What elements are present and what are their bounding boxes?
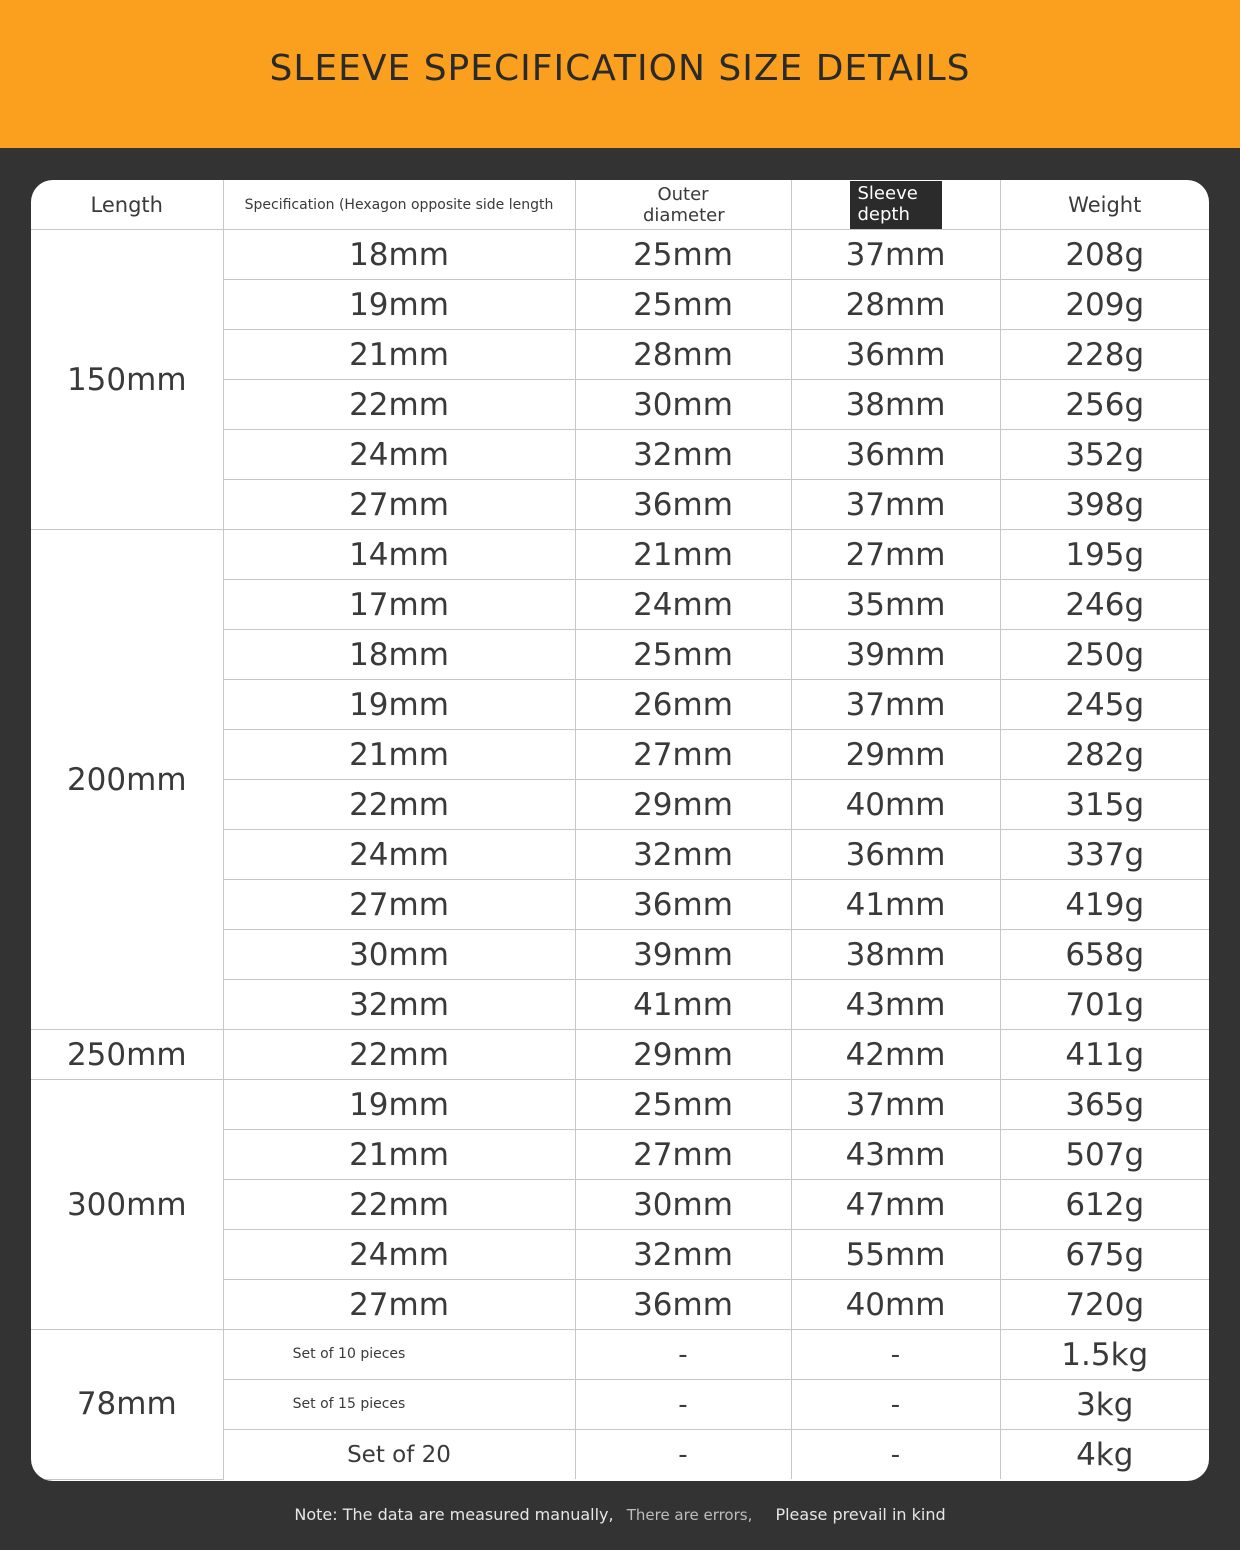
outer-diameter-cell: 27mm — [575, 1130, 791, 1180]
weight-cell: 256g — [1000, 380, 1209, 430]
outer-diameter-cell: 28mm — [575, 330, 791, 380]
sleeve-depth-cell: 43mm — [791, 1130, 1000, 1180]
outer-diameter-cell: - — [575, 1380, 791, 1430]
weight-cell: 352g — [1000, 430, 1209, 480]
header-outer-diameter — [575, 180, 791, 230]
sleeve-depth-cell: 37mm — [791, 680, 1000, 730]
specification-cell: 24mm — [223, 430, 575, 480]
sleeve-depth-cell: 38mm — [791, 930, 1000, 980]
sleeve-depth-cell: 36mm — [791, 430, 1000, 480]
outer-diameter-cell: 30mm — [575, 380, 791, 430]
weight-cell: 337g — [1000, 830, 1209, 880]
weight-cell: 701g — [1000, 980, 1209, 1030]
table-row — [31, 230, 1209, 280]
weight-cell: 245g — [1000, 680, 1209, 730]
table-row — [31, 530, 1209, 580]
header-row — [31, 180, 1209, 230]
specification-cell: 14mm — [223, 530, 575, 580]
sleeve-depth-cell: 35mm — [791, 580, 1000, 630]
header-sleeve-depth-label: Sleeve depth — [850, 181, 942, 229]
weight-cell: 246g — [1000, 580, 1209, 630]
sleeve-depth-cell: 37mm — [791, 1080, 1000, 1130]
length-cell: 250mm — [31, 1030, 223, 1080]
outer-diameter-cell: 32mm — [575, 1230, 791, 1280]
length-cell: 150mm — [31, 230, 223, 530]
specification-cell: Set of 15 pieces — [223, 1380, 575, 1430]
length-cell: 200mm — [31, 530, 223, 1030]
sleeve-depth-cell: 37mm — [791, 480, 1000, 530]
sleeve-depth-cell: 55mm — [791, 1230, 1000, 1280]
sleeve-depth-cell: 40mm — [791, 780, 1000, 830]
sleeve-depth-cell: 37mm — [791, 230, 1000, 280]
spec-table-body — [31, 230, 1209, 1480]
header-outer-diameter-label: Outer diameter — [643, 183, 725, 226]
footer-note — [0, 1505, 1240, 1524]
weight-cell: 208g — [1000, 230, 1209, 280]
header-weight: Weight — [1000, 180, 1209, 230]
weight-cell: 195g — [1000, 530, 1209, 580]
specification-cell: Set of 10 pieces — [223, 1330, 575, 1380]
outer-diameter-cell: 39mm — [575, 930, 791, 980]
specification-cell: 22mm — [223, 1030, 575, 1080]
sleeve-depth-cell: 47mm — [791, 1180, 1000, 1230]
weight-cell: 720g — [1000, 1280, 1209, 1330]
table-row — [31, 1080, 1209, 1130]
outer-diameter-cell: 32mm — [575, 830, 791, 880]
outer-diameter-cell: 25mm — [575, 630, 791, 680]
sleeve-depth-cell: 42mm — [791, 1030, 1000, 1080]
outer-diameter-cell: - — [575, 1330, 791, 1380]
specification-cell: Set of 20 — [223, 1430, 575, 1480]
outer-diameter-cell: 30mm — [575, 1180, 791, 1230]
outer-diameter-cell: 26mm — [575, 680, 791, 730]
specification-cell: 19mm — [223, 680, 575, 730]
specification-cell: 18mm — [223, 630, 575, 680]
weight-cell: 612g — [1000, 1180, 1209, 1230]
specification-cell: 21mm — [223, 730, 575, 780]
weight-cell: 250g — [1000, 630, 1209, 680]
specification-cell: 32mm — [223, 980, 575, 1030]
note-part-2: There are errors, — [626, 1506, 753, 1524]
weight-cell: 658g — [1000, 930, 1209, 980]
page-title: SLEEVE SPECIFICATION SIZE DETAILS — [269, 48, 971, 89]
specification-cell: 27mm — [223, 1280, 575, 1330]
header-sleeve-depth — [791, 180, 1000, 230]
sleeve-depth-cell: - — [791, 1430, 1000, 1480]
specification-cell: 22mm — [223, 780, 575, 830]
table-row — [31, 1030, 1209, 1080]
specification-cell: 27mm — [223, 480, 575, 530]
weight-cell: 3kg — [1000, 1380, 1209, 1430]
header-specification: Specification (Hexagon opposite side length — [223, 180, 575, 230]
outer-diameter-cell: 25mm — [575, 280, 791, 330]
weight-cell: 1.5kg — [1000, 1330, 1209, 1380]
weight-cell: 282g — [1000, 730, 1209, 780]
weight-cell: 419g — [1000, 880, 1209, 930]
outer-diameter-cell: 25mm — [575, 1080, 791, 1130]
specification-cell: 24mm — [223, 830, 575, 880]
outer-diameter-cell: 29mm — [575, 1030, 791, 1080]
outer-diameter-cell: 29mm — [575, 780, 791, 830]
weight-cell: 398g — [1000, 480, 1209, 530]
weight-cell: 365g — [1000, 1080, 1209, 1130]
sleeve-depth-cell: 36mm — [791, 330, 1000, 380]
outer-diameter-cell: 32mm — [575, 430, 791, 480]
length-cell: 300mm — [31, 1080, 223, 1330]
outer-diameter-cell: 21mm — [575, 530, 791, 580]
outer-diameter-cell: 24mm — [575, 580, 791, 630]
weight-cell: 315g — [1000, 780, 1209, 830]
outer-diameter-cell: - — [575, 1430, 791, 1480]
sleeve-depth-cell: 29mm — [791, 730, 1000, 780]
specification-cell: 21mm — [223, 330, 575, 380]
specification-cell: 17mm — [223, 580, 575, 630]
note-part-1: Note: The data are measured manually, — [294, 1505, 614, 1524]
table-row — [31, 1330, 1209, 1380]
note-part-3: Please prevail in kind — [775, 1505, 946, 1524]
weight-cell: 507g — [1000, 1130, 1209, 1180]
weight-cell: 675g — [1000, 1230, 1209, 1280]
specification-cell: 19mm — [223, 1080, 575, 1130]
sleeve-depth-cell: - — [791, 1330, 1000, 1380]
sleeve-depth-cell: 43mm — [791, 980, 1000, 1030]
spec-table — [31, 180, 1209, 1480]
length-cell: 78mm — [31, 1330, 223, 1480]
weight-cell: 228g — [1000, 330, 1209, 380]
sleeve-depth-cell: 27mm — [791, 530, 1000, 580]
specification-cell: 22mm — [223, 1180, 575, 1230]
specification-cell: 30mm — [223, 930, 575, 980]
outer-diameter-cell: 27mm — [575, 730, 791, 780]
specification-cell: 18mm — [223, 230, 575, 280]
weight-cell: 411g — [1000, 1030, 1209, 1080]
specification-cell: 22mm — [223, 380, 575, 430]
outer-diameter-cell: 25mm — [575, 230, 791, 280]
spec-table-card — [31, 180, 1209, 1481]
specification-cell: 19mm — [223, 280, 575, 330]
sleeve-depth-cell: 38mm — [791, 380, 1000, 430]
title-banner — [0, 0, 1240, 148]
sleeve-depth-cell: - — [791, 1380, 1000, 1430]
sleeve-depth-cell: 39mm — [791, 630, 1000, 680]
weight-cell: 209g — [1000, 280, 1209, 330]
outer-diameter-cell: 36mm — [575, 880, 791, 930]
weight-cell: 4kg — [1000, 1430, 1209, 1480]
specification-cell: 21mm — [223, 1130, 575, 1180]
sleeve-depth-cell: 28mm — [791, 280, 1000, 330]
header-length: Length — [31, 180, 223, 230]
sleeve-depth-cell: 36mm — [791, 830, 1000, 880]
sleeve-depth-cell: 41mm — [791, 880, 1000, 930]
outer-diameter-cell: 41mm — [575, 980, 791, 1030]
outer-diameter-cell: 36mm — [575, 1280, 791, 1330]
outer-diameter-cell: 36mm — [575, 480, 791, 530]
specification-cell: 27mm — [223, 880, 575, 930]
sleeve-depth-cell: 40mm — [791, 1280, 1000, 1330]
specification-cell: 24mm — [223, 1230, 575, 1280]
